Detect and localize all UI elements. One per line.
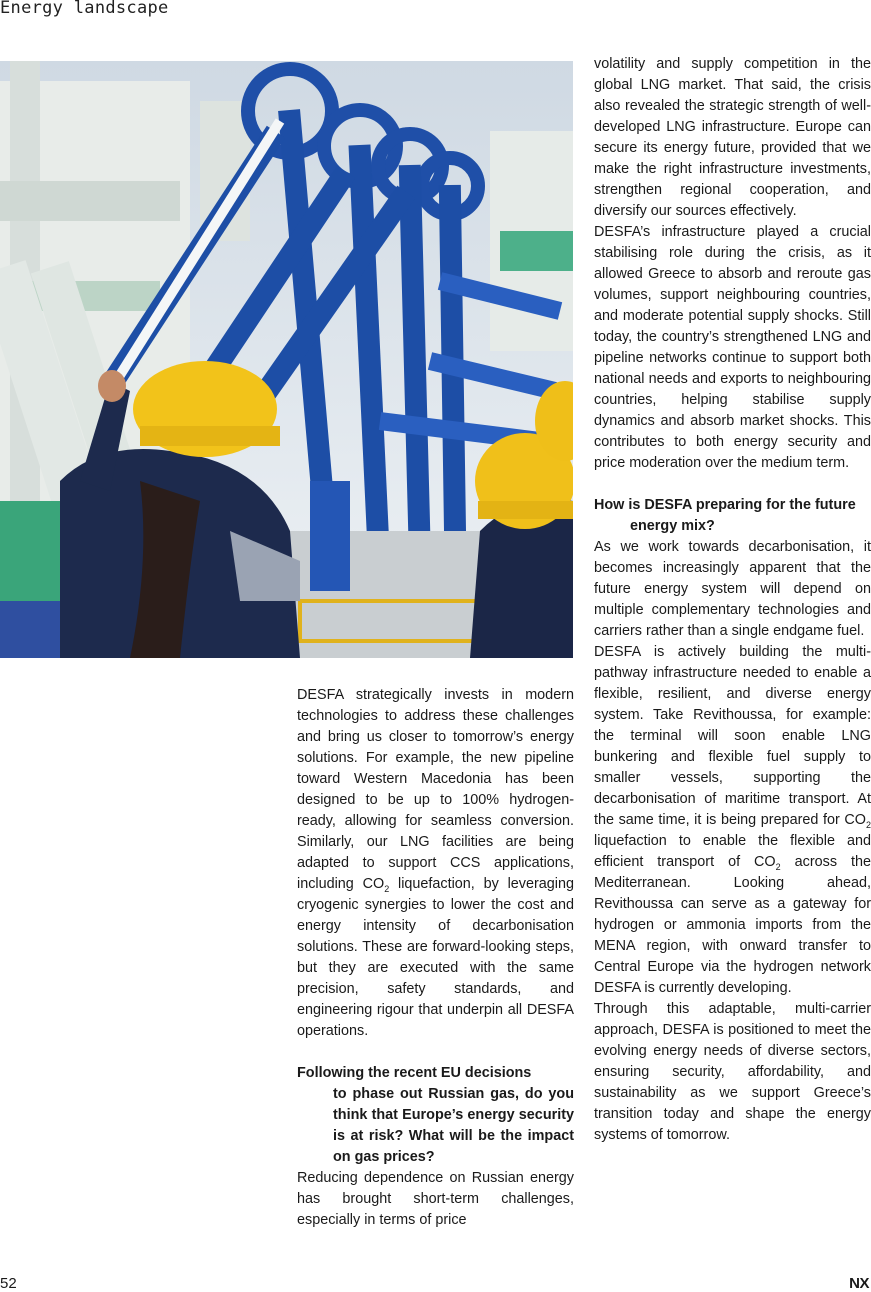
- lng-terminal-photo: [0, 61, 573, 658]
- page-number: 52: [0, 1275, 17, 1292]
- paragraph: DESFA’s infrastructure played a crucial stabilising role during the crisis, as it allowed Greece to absorb and reroute gas volumes, support neighbouring countries, and moderate potential supply shocks. Still today, the country’s strengthened LNG and pipeline networks continue to support both national needs and exports to neighbouring countries, helping stabilise supply dynamics and absorb market shocks. This contributes to both energy security and price moderation over the medium term.: [594, 224, 871, 471]
- interview-question: Following the recent EU decisions to phase out Russian gas, do you think that Europe’s energy security is at risk? What will be the impact on gas prices?: [297, 1065, 574, 1165]
- paragraph: DESFA is actively building the multi-pathway infrastructure needed to enable a flexible, resilient, and diverse energy system. Take Revithoussa, for example: the terminal will soon enable LNG bunkering and flexible fuel supply to smaller vessels, supporting the decarbonisation of maritime transport. At the same time, it is being prepared for $CO_2$ liquefaction to enable the flexible and efficient transport of $CO_2$ across the Mediterranean. Looking ahead, Revithoussa can serve as a gateway for hydrogen or ammonia imports from the MENA region, with onward transfer to Central Europe via the hydrogen network DESFA is currently developing.: [594, 644, 871, 996]
- paragraph: Reducing dependence on Russian energy has brought short-term challenges, especially in terms of price: [297, 1170, 574, 1228]
- paragraph: Through this adaptable, multi-carrier approach, DESFA is positioned to meet the evolving energy needs of diverse sectors, ensuring security, affordability, and sustainability as we support Greece’s transition today and shape the energy systems of tomorrow.: [594, 1001, 871, 1143]
- paragraph: As we work towards decarbonisation, it becomes increasingly apparent that the future energy system will depend on multiple complementary technologies and carriers rather than a single endgame fuel.: [594, 539, 871, 639]
- paragraph: DESFA strategically invests in modern technologies to address these challenges and bring us closer to tomorrow’s energy solutions. For example, the new pipeline toward Western Macedonia has been designed to be up to 100% hydrogen-ready, allowing for seamless conversion. Similarly, our LNG facilities are being adapted to support CCS applications, including $CO_2$ liquefaction, by leveraging cryogenic synergies to lower the cost and energy intensity of decarbonisation solutions. These are forward-looking steps, but they are executed with the same precision, safety standards, and engineering rigour that underpin all DESFA operations.: [297, 687, 574, 1039]
- right-column: [594, 54, 871, 1146]
- interview-question: How is DESFA preparing for the future energy mix?: [594, 497, 856, 534]
- brand-logo: NX: [849, 1275, 869, 1292]
- section-label: Energy landscape: [0, 0, 169, 18]
- paragraph: volatility and supply competition in the global LNG market. That said, the crisis also revealed the strategic strength of well-developed LNG infrastructure. Europe can secure its energy future, provided that we make the right infrastructure investments, strengthen regional cooperation, and diversify our sources effectively.: [594, 56, 871, 219]
- middle-column: [297, 685, 574, 1231]
